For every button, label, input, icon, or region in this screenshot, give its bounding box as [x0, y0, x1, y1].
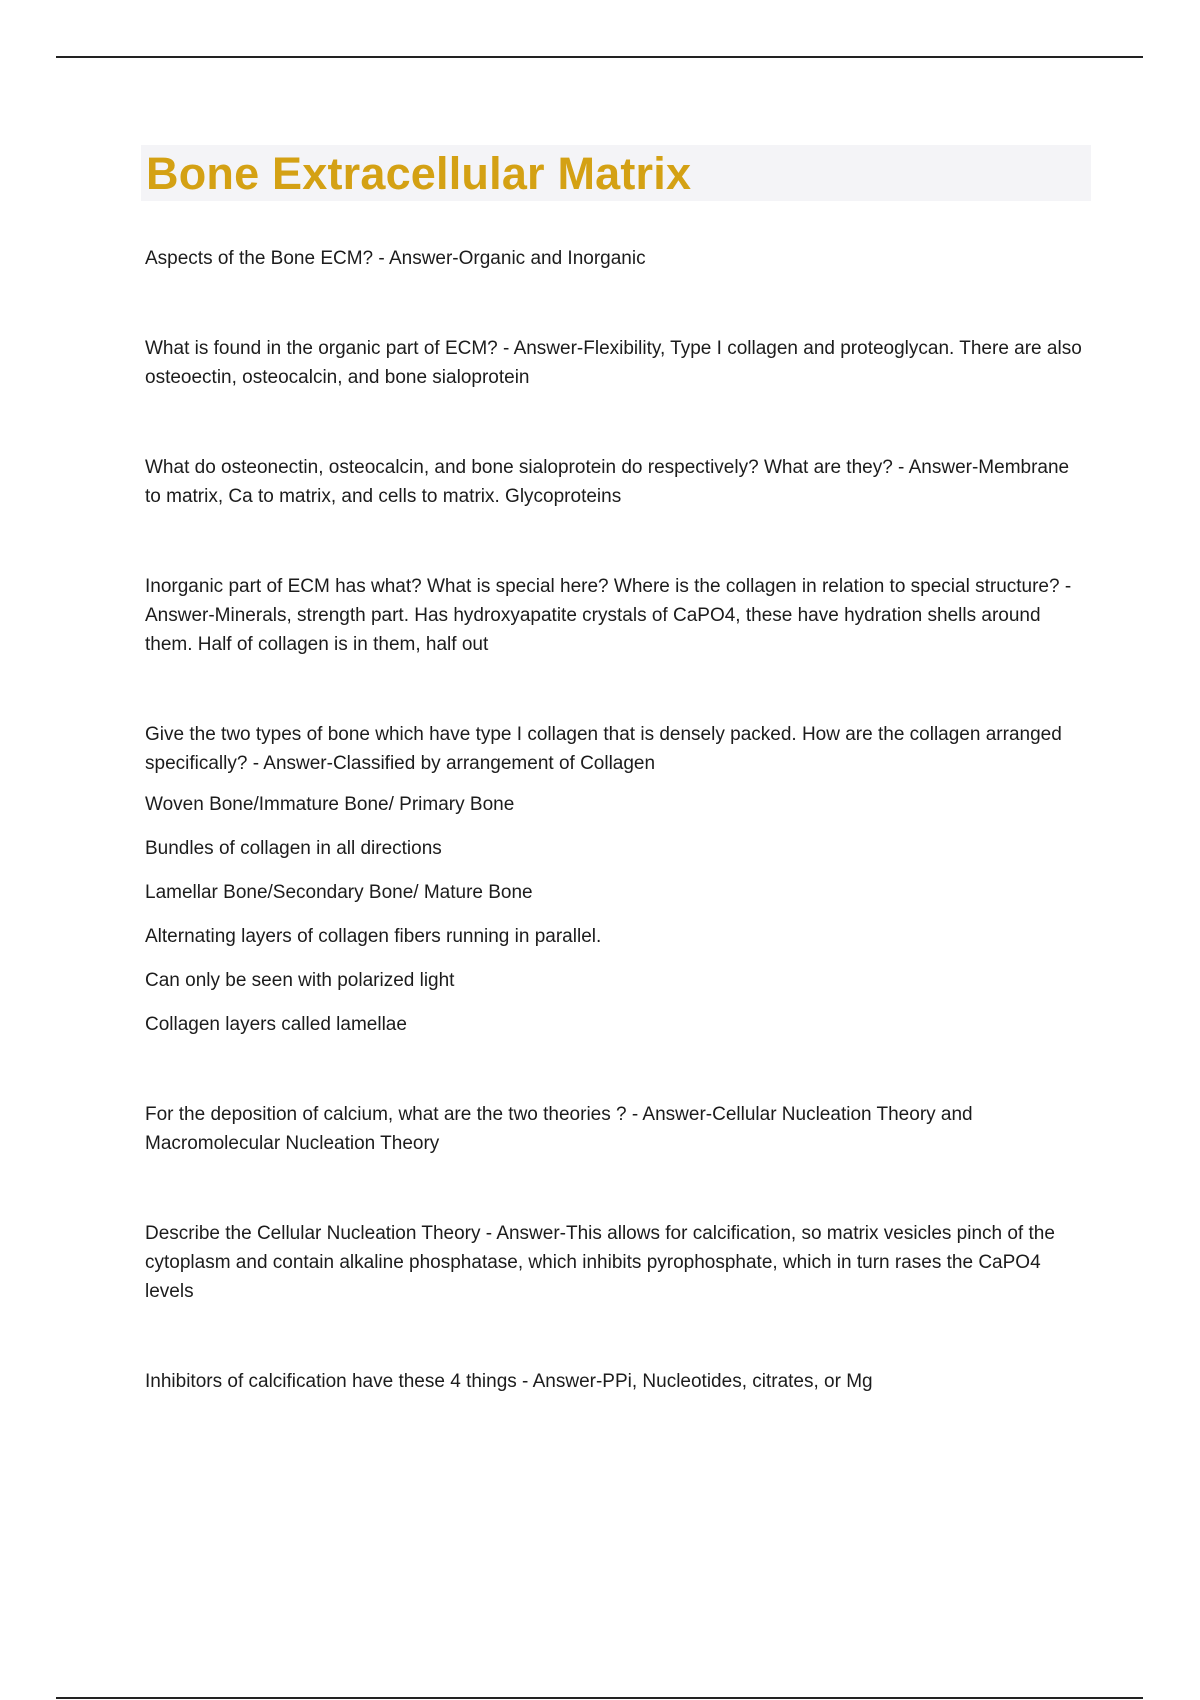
qa-entry: [145, 572, 1085, 659]
qa-entry: [145, 720, 1085, 1039]
qa-detail-line: Woven Bone/Immature Bone/ Primary Bone: [145, 794, 515, 815]
qa-text: What is found in the organic part of ECM? - Answer-Flexibility, Type I collagen and proteoglycan. There are also osteoectin, osteocalcin, and bone sialoprotein: [145, 338, 1082, 388]
qa-detail-line: Lamellar Bone/Secondary Bone/ Mature Bone: [145, 882, 533, 903]
qa-text: Describe the Cellular Nucleation Theory - Answer-This allows for calcification, so matrix vesicles pinch of the cytoplasm and contain alkaline phosphatase, which inhibits pyrophosphate, which in turn rases the CaPO4 levels: [145, 1223, 1055, 1302]
qa-detail-line: Collagen layers called lamellae: [145, 1014, 407, 1035]
qa-detail-line: Alternating layers of collagen fibers running in parallel.: [145, 926, 602, 947]
top-rule: [56, 56, 1143, 58]
qa-text: Inorganic part of ECM has what? What is special here? Where is the collagen in relation to special structure? - Answer-Minerals, strength part. Has hydroxyapatite crystals of CaPO4, these have hydration shells around them. Half of collagen is in them, half out: [145, 576, 1072, 655]
bottom-rule: [56, 1697, 1143, 1699]
qa-text: Give the two types of bone which have type I collagen that is densely packed. How are the collagen arranged specifically? - Answer-Classified by arrangement of Collagen: [145, 724, 1062, 774]
document-body: [145, 244, 1085, 1396]
qa-entry: [145, 334, 1085, 392]
qa-detail-line: Bundles of collagen in all directions: [145, 838, 442, 859]
qa-entry: [145, 1219, 1085, 1306]
qa-text: What do osteonectin, osteocalcin, and bone sialoprotein do respectively? What are they? - Answer-Membrane to matrix, Ca to matrix, and cells to matrix. Glycoproteins: [145, 457, 1070, 507]
qa-text: Inhibitors of calcification have these 4 things - Answer-PPi, Nucleotides, citrates, or Mg: [145, 1371, 873, 1392]
qa-text: For the deposition of calcium, what are the two theories ? - Answer-Cellular Nucleation Theory and Macromolecular Nucleation Theory: [145, 1104, 973, 1154]
document-title: Bone Extracellular Matrix: [146, 148, 692, 199]
qa-entry: [145, 1100, 1085, 1158]
qa-entry: [145, 453, 1085, 511]
qa-entry: [145, 1367, 1085, 1396]
qa-detail-line: Can only be seen with polarized light: [145, 970, 455, 991]
qa-entry: [145, 244, 1085, 273]
qa-text: Aspects of the Bone ECM? - Answer-Organic and Inorganic: [145, 248, 646, 269]
